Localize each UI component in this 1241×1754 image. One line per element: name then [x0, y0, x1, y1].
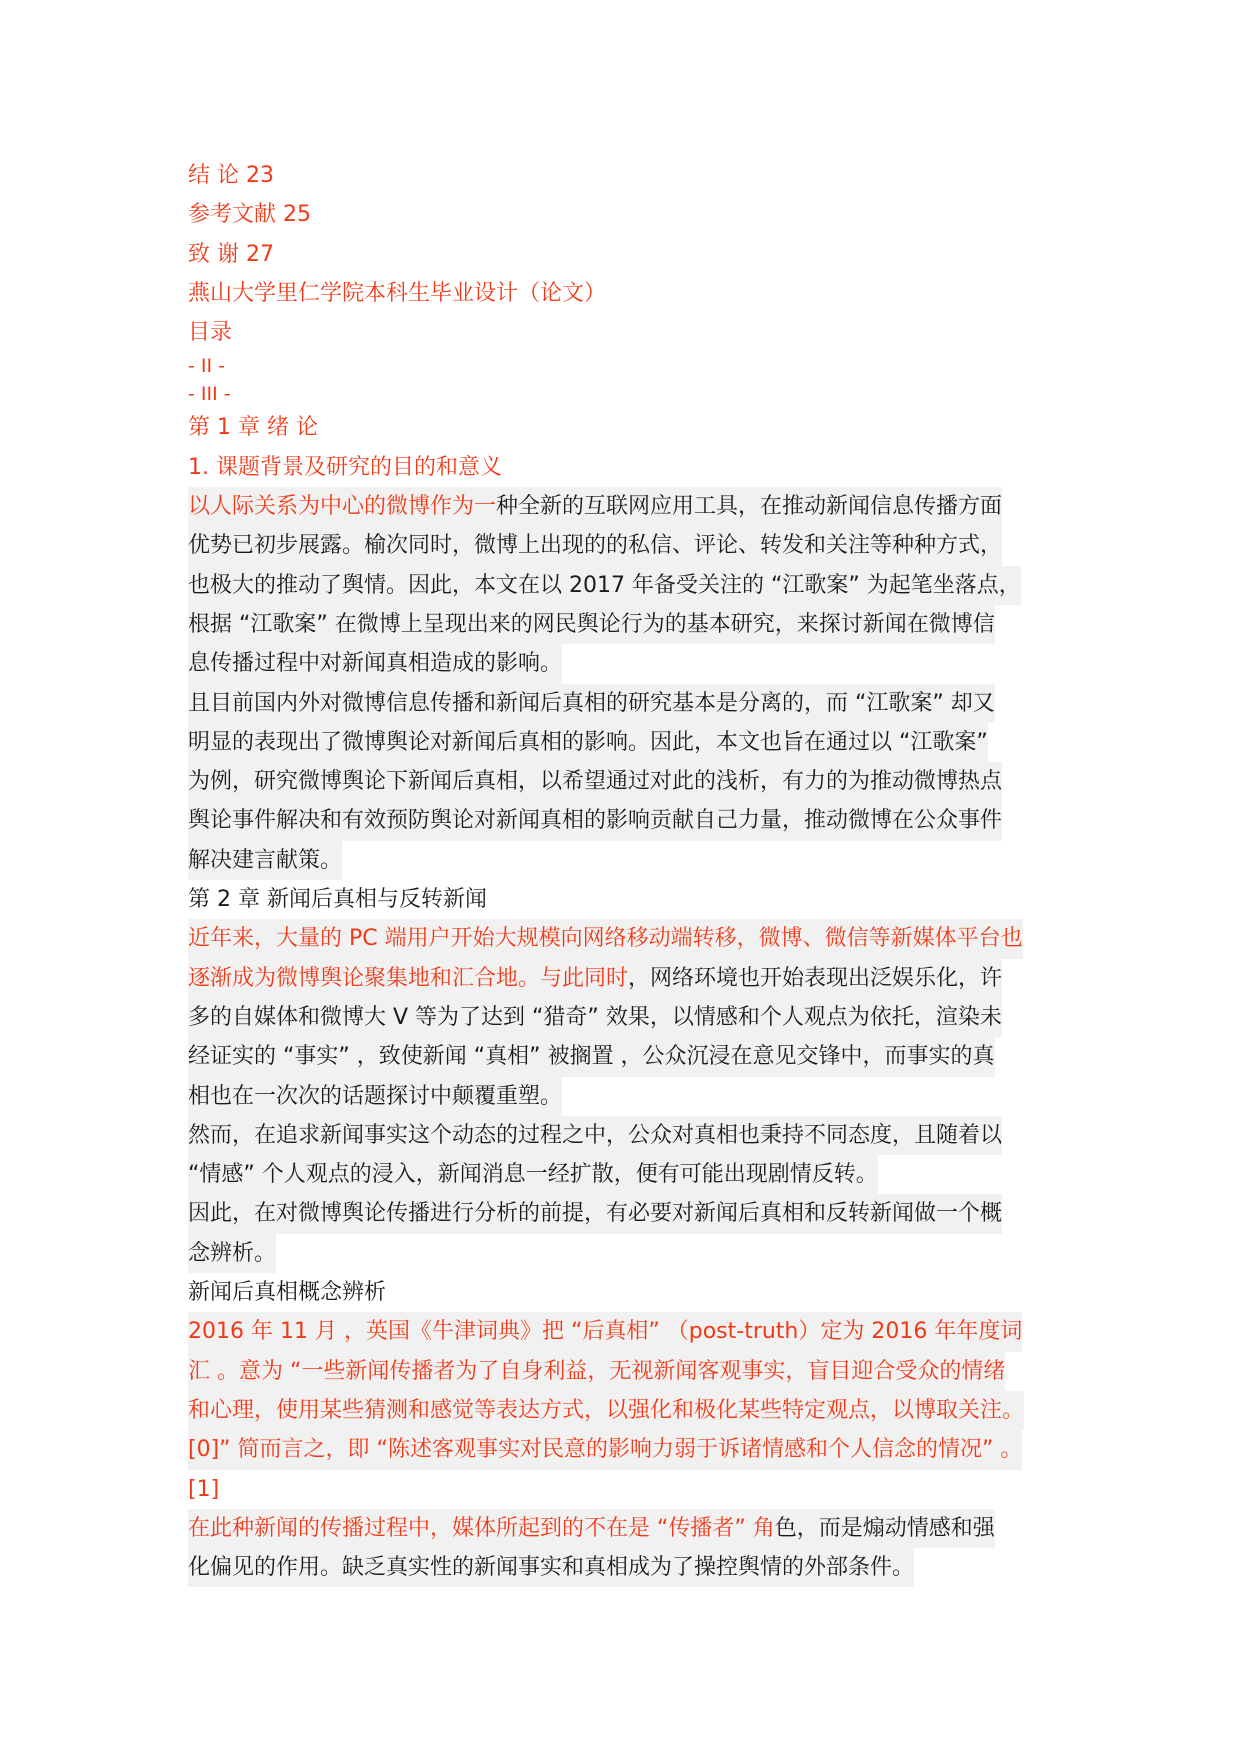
paragraph-line: 根据 “江歌案” 在微博上呈现出来的网民舆论行为的基本研究，来探讨新闻在微博信 — [188, 605, 995, 644]
paragraph-line: 近年来，大量的 PC 端用户开始大规模向网络移动端转移，微博、微信等新媒体平台也 — [188, 919, 1023, 958]
paragraph-line: 念辨析。 — [188, 1234, 276, 1273]
black-text: 种全新的互联网应用工具，在推动新闻信息传播方面 — [496, 494, 1003, 520]
paragraph-line: 息传播过程中对新闻真相造成的影响。 — [188, 644, 562, 683]
paragraph-line: 优势已初步展露。榆次同时，微博上出现的的私信、评论、转发和关注等种种方式， — [188, 526, 1002, 565]
paragraph-line — [188, 1509, 995, 1548]
ch2-paragraph-4 — [188, 1312, 1078, 1508]
subsection-title: 新闻后真相概念辨析 — [188, 1280, 387, 1306]
ch1-paragraph-2 — [188, 684, 1078, 880]
paragraph-line: 多的自媒体和微博大 V 等为了达到 “猎奇” 效果，以情感和个人观点为依托，渲染未 — [188, 998, 1002, 1037]
paragraph-line: 解决建言献策。 — [188, 841, 342, 880]
paragraph-line — [188, 487, 1002, 526]
paragraph-line: 明显的表现出了微博舆论对新闻后真相的影响。因此，本文也旨在通过以 “江歌案” — [188, 723, 988, 762]
ch2-paragraph-3 — [188, 1194, 1078, 1273]
toc-references: 参考文献 25 — [188, 202, 311, 228]
red-text: 以人际关系为中心的微博作为一 — [188, 494, 497, 520]
ch1-paragraph-1 — [188, 487, 1078, 683]
paragraph-line: “情感” 个人观点的浸入，新闻消息一经扩散，便有可能出现剧情反转。 — [188, 1155, 878, 1194]
chapter-2-title: 第 2 章 新闻后真相与反转新闻 — [188, 887, 487, 913]
ch2-paragraph-2 — [188, 1116, 1078, 1195]
red-text: 在此种新闻的传播过程中，媒体所起到的不在是 “传播者” 角 — [188, 1515, 775, 1541]
paragraph-line: 为例，研究微博舆论下新闻后真相，以希望通过对此的浅析，有力的为推动微博热点 — [188, 762, 1002, 801]
school-title: 燕山大学里仁学院本科生毕业设计（论文） — [188, 280, 607, 306]
paragraph-line: [1] — [188, 1476, 220, 1502]
paragraph-line: 经证实的 “事实” ，致使新闻 “真相” 被搁置 ，公众沉浸在意见交锋中，而事实的真 — [188, 1037, 995, 1076]
paragraph-line: 也极大的推动了舆情。因此，本文在以 2017 年备受关注的 “江歌案” 为起笔坐落点， — [188, 566, 1021, 605]
chapter-1-title: 第 1 章 绪 论 — [188, 415, 318, 441]
document-body — [188, 156, 1078, 1587]
toc-thanks: 致 谢 27 — [188, 241, 274, 267]
red-text: 逐渐成为微博舆论聚集地和汇合地。与此同时 — [188, 965, 629, 991]
paragraph-line: 2016 年 11 月 ，英国《牛津词典》把 “后真相” （post-truth）定为 2016 年年度词 — [188, 1312, 1022, 1351]
paragraph-line: 然而，在追求新闻事实这个动态的过程之中，公众对真相也秉持不同态度，且随着以 — [188, 1116, 1002, 1155]
paragraph-line: 舆论事件解决和有效预防舆论对新闻真相的影响贡献自己力量，推动微博在公众事件 — [188, 801, 1002, 840]
paragraph-line — [188, 959, 1002, 998]
paragraph-line: 且目前国内外对微博信息传播和新闻后真相的研究基本是分离的，而 “江歌案” 却又 — [188, 684, 995, 723]
toc-conclusion: 结 论 23 — [188, 163, 274, 188]
black-text: 色，而是煽动情感和强 — [774, 1515, 995, 1541]
black-text: ，网络环境也开始表现出泛娱乐化，许 — [628, 965, 1003, 991]
paragraph-line: [0]” 简而言之，即 “陈述客观事实对民意的影响力弱于诉诸情感和个人信念的情况” 。 — [188, 1430, 1022, 1469]
paragraph-line: 化偏见的作用。缺乏真实性的新闻事实和真相成为了操控舆情的外部条件。 — [188, 1548, 914, 1587]
paragraph-line: 和心理，使用某些猜测和感觉等表达方式，以强化和极化某些特定观点，以博取关注。 — [188, 1391, 1024, 1430]
ch2-paragraph-5 — [188, 1509, 1078, 1588]
contents-heading: 目录 — [188, 320, 233, 346]
page-number-ii: - II - — [188, 355, 225, 378]
paragraph-line: 相也在一次次的话题探讨中颠覆重塑。 — [188, 1077, 562, 1116]
page-number-iii: - III - — [188, 383, 231, 406]
section-1-title: 1. 课题背景及研究的目的和意义 — [188, 454, 502, 480]
paragraph-line: 汇 。意为 “一些新闻传播者为了自身利益，无视新闻客观事实，盲目迎合受众的情绪 — [188, 1352, 1005, 1391]
paragraph-line: 因此，在对微博舆论传播进行分析的前提，有必要对新闻后真相和反转新闻做一个概 — [188, 1194, 1002, 1233]
ch2-paragraph-1 — [188, 919, 1078, 1115]
